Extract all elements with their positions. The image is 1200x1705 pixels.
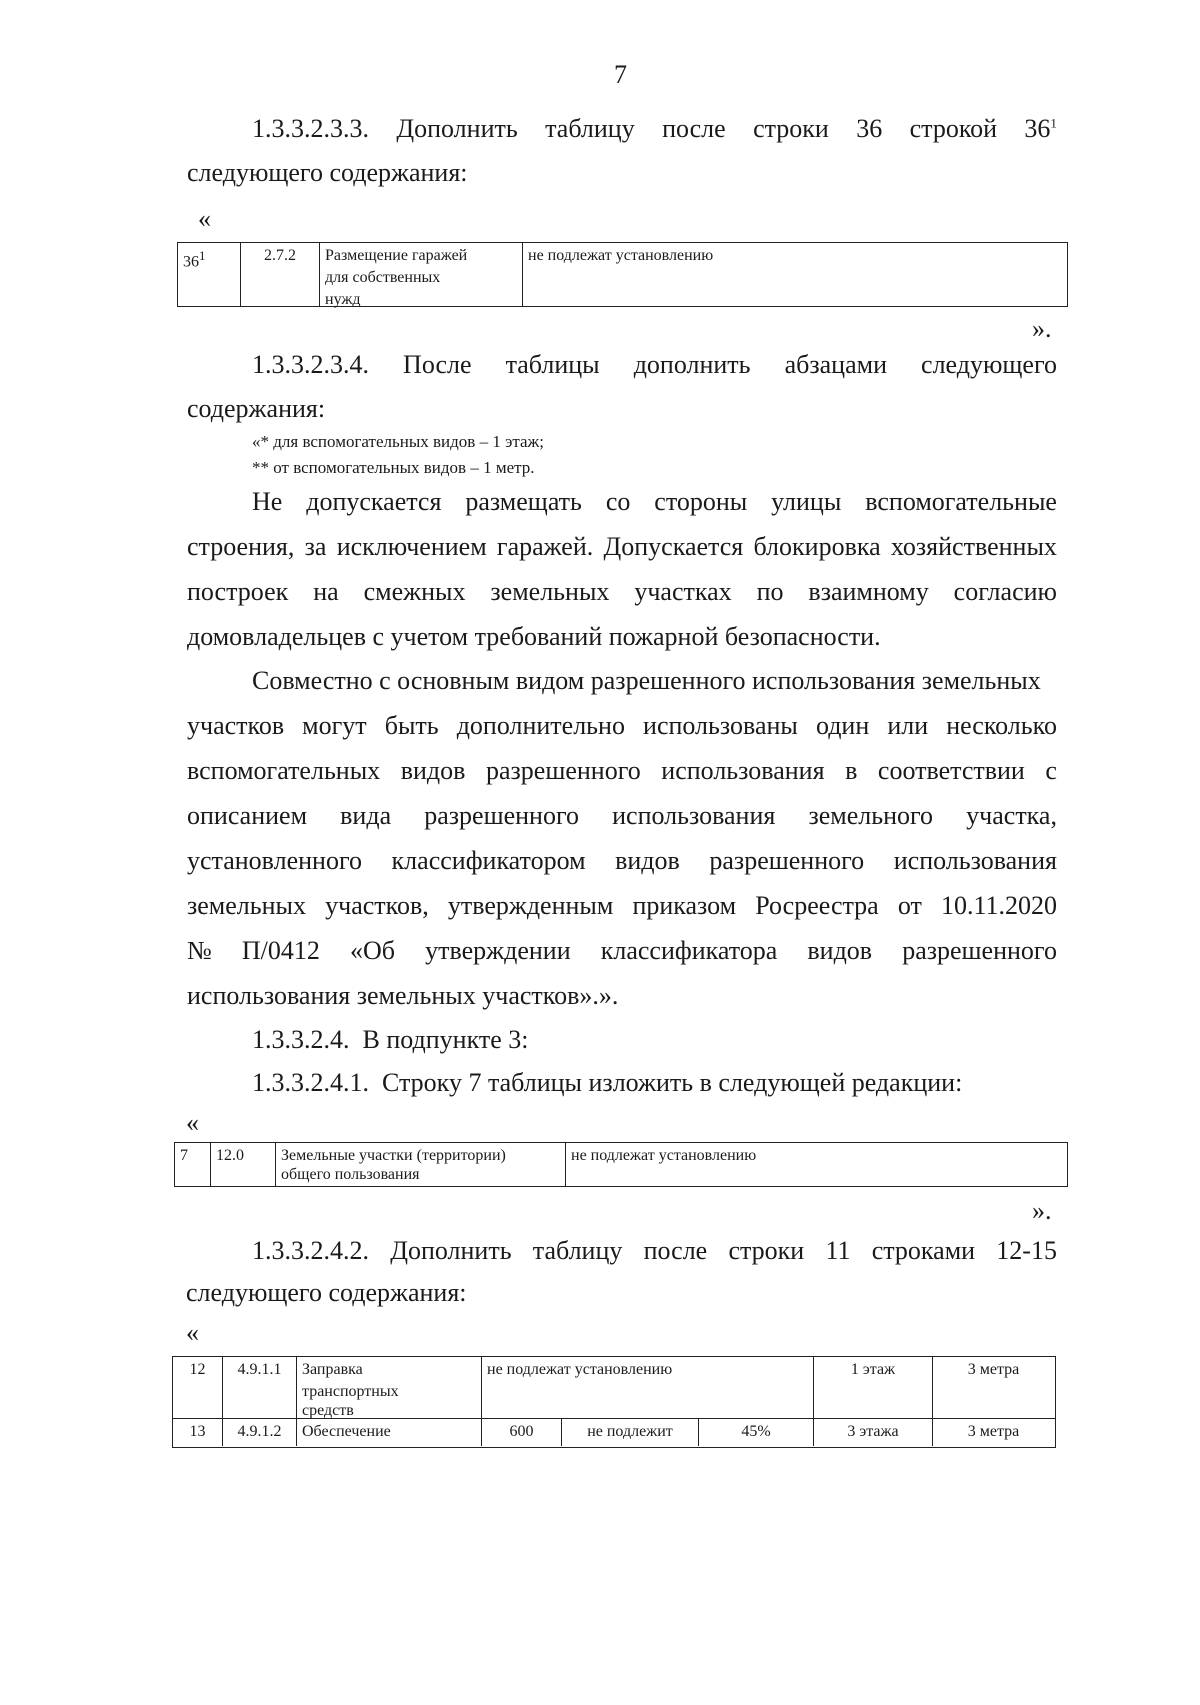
page-number: 7 [614, 60, 627, 89]
item-number: 1.3.3.2.3.4. [252, 350, 369, 379]
paragraph-line: земельных участков, утвержденным приказом Росреестра от 10.11.2020 [187, 891, 1057, 920]
continuation-text: следующего содержания: [187, 158, 468, 187]
paragraph-line: № П/0412 «Об утверждении классификатора видов разрешенного [187, 936, 1057, 965]
item-1-3-3-2-3-4: 1.3.3.2.3.4. После таблицы дополнить абзацами следующего [252, 350, 1057, 379]
note-line: ** от вспомогательных видов – 1 метр. [252, 458, 535, 477]
close-quote: ». [1032, 1196, 1052, 1225]
cell-name: Размещение гаражей для собственных нужд [320, 243, 523, 306]
cell-code: 2.7.2 [241, 243, 320, 306]
open-quote: « [186, 1108, 199, 1137]
cell-row-number: 12 [173, 1357, 223, 1418]
cell-percent: 45% [699, 1419, 814, 1446]
cell-code: 12.0 [211, 1143, 276, 1186]
cell-area: 600 [482, 1419, 562, 1446]
item-number: 1.3.3.2.4.2. [252, 1236, 369, 1265]
continuation-text: содержания: [187, 394, 326, 423]
cell-floors: 1 этаж [814, 1357, 933, 1418]
paragraph-line: использования земельных участков».». [187, 981, 619, 1010]
note-line: «* для вспомогательных видов – 1 этаж; [252, 432, 545, 451]
paragraph-line: домовладельцев с учетом требований пожарной безопасности. [187, 622, 881, 651]
cell-value: не подлежат установлению [571, 1147, 757, 1164]
cell-value: не подлежат установлению [482, 1357, 814, 1418]
item-number: 1.3.3.2.3.3. [252, 114, 369, 143]
cell-code: 4.9.1.2 [223, 1419, 297, 1446]
cell-setback: 3 метра [967, 1361, 1020, 1378]
table-row [173, 1419, 1055, 1446]
paragraph-line: строения, за исключением гаражей. Допускается блокировка хозяйственных [187, 532, 1057, 561]
cell-setback: 3 метра [967, 1423, 1020, 1440]
item-1-3-3-2-4: 1.3.3.2.4. В подпункте 3: [252, 1025, 529, 1054]
cell-row-number: 13 [173, 1419, 223, 1446]
paragraph-line: Не допускается размещать со стороны улицы вспомогательные [252, 487, 1057, 516]
item-1-3-3-2-3-3: 1.3.3.2.3.3. Дополнить таблицу после строки 36 строкой $36^1$ [252, 114, 1057, 143]
table-row-7 [174, 1142, 1068, 1187]
cell-value: не подлежат установлению [528, 247, 714, 264]
item-1-3-3-2-4-2: 1.3.3.2.4.2. Дополнить таблицу после строки 11 строками 12-15 [252, 1236, 1057, 1265]
cell-row-number: $36^1$ [178, 243, 241, 306]
paragraph-line: Совместно с основным видом разрешенного использования земельных [252, 666, 1041, 695]
paragraph-line: установленного классификатором видов разрешенного использования [187, 846, 1057, 875]
table-row-36-1 [177, 242, 1068, 307]
close-quote: ». [1032, 314, 1052, 343]
paragraph-line: участков могут быть дополнительно использованы один или несколько [187, 711, 1057, 740]
table-row [173, 1357, 1055, 1419]
cell-row-number: 7 [175, 1143, 211, 1186]
continuation-text: следующего содержания: [186, 1278, 467, 1307]
cell-name: Земельные участки (территории) общего пользования [276, 1143, 566, 1186]
cell-floors: 3 этажа [814, 1419, 933, 1446]
paragraph-line: построек на смежных земельных участках по взаимному согласию [187, 577, 1057, 606]
table-rows-12-13 [172, 1356, 1056, 1448]
cell-code: 4.9.1.1 [223, 1357, 297, 1418]
cell-name: Заправка транспортных средств [297, 1357, 482, 1418]
paragraph-line: вспомогательных видов разрешенного использования в соответствии с [187, 756, 1057, 785]
cell-not-subject: не подлежит [562, 1419, 699, 1446]
paragraph-line: описанием вида разрешенного использования земельного участка, [187, 801, 1057, 830]
open-quote: « [186, 1318, 199, 1347]
item-1-3-3-2-4-1: 1.3.3.2.4.1. Строку 7 таблицы изложить в следующей редакции: [252, 1068, 963, 1097]
cell-name: Обеспечение [297, 1419, 482, 1446]
open-quote: « [198, 204, 211, 233]
